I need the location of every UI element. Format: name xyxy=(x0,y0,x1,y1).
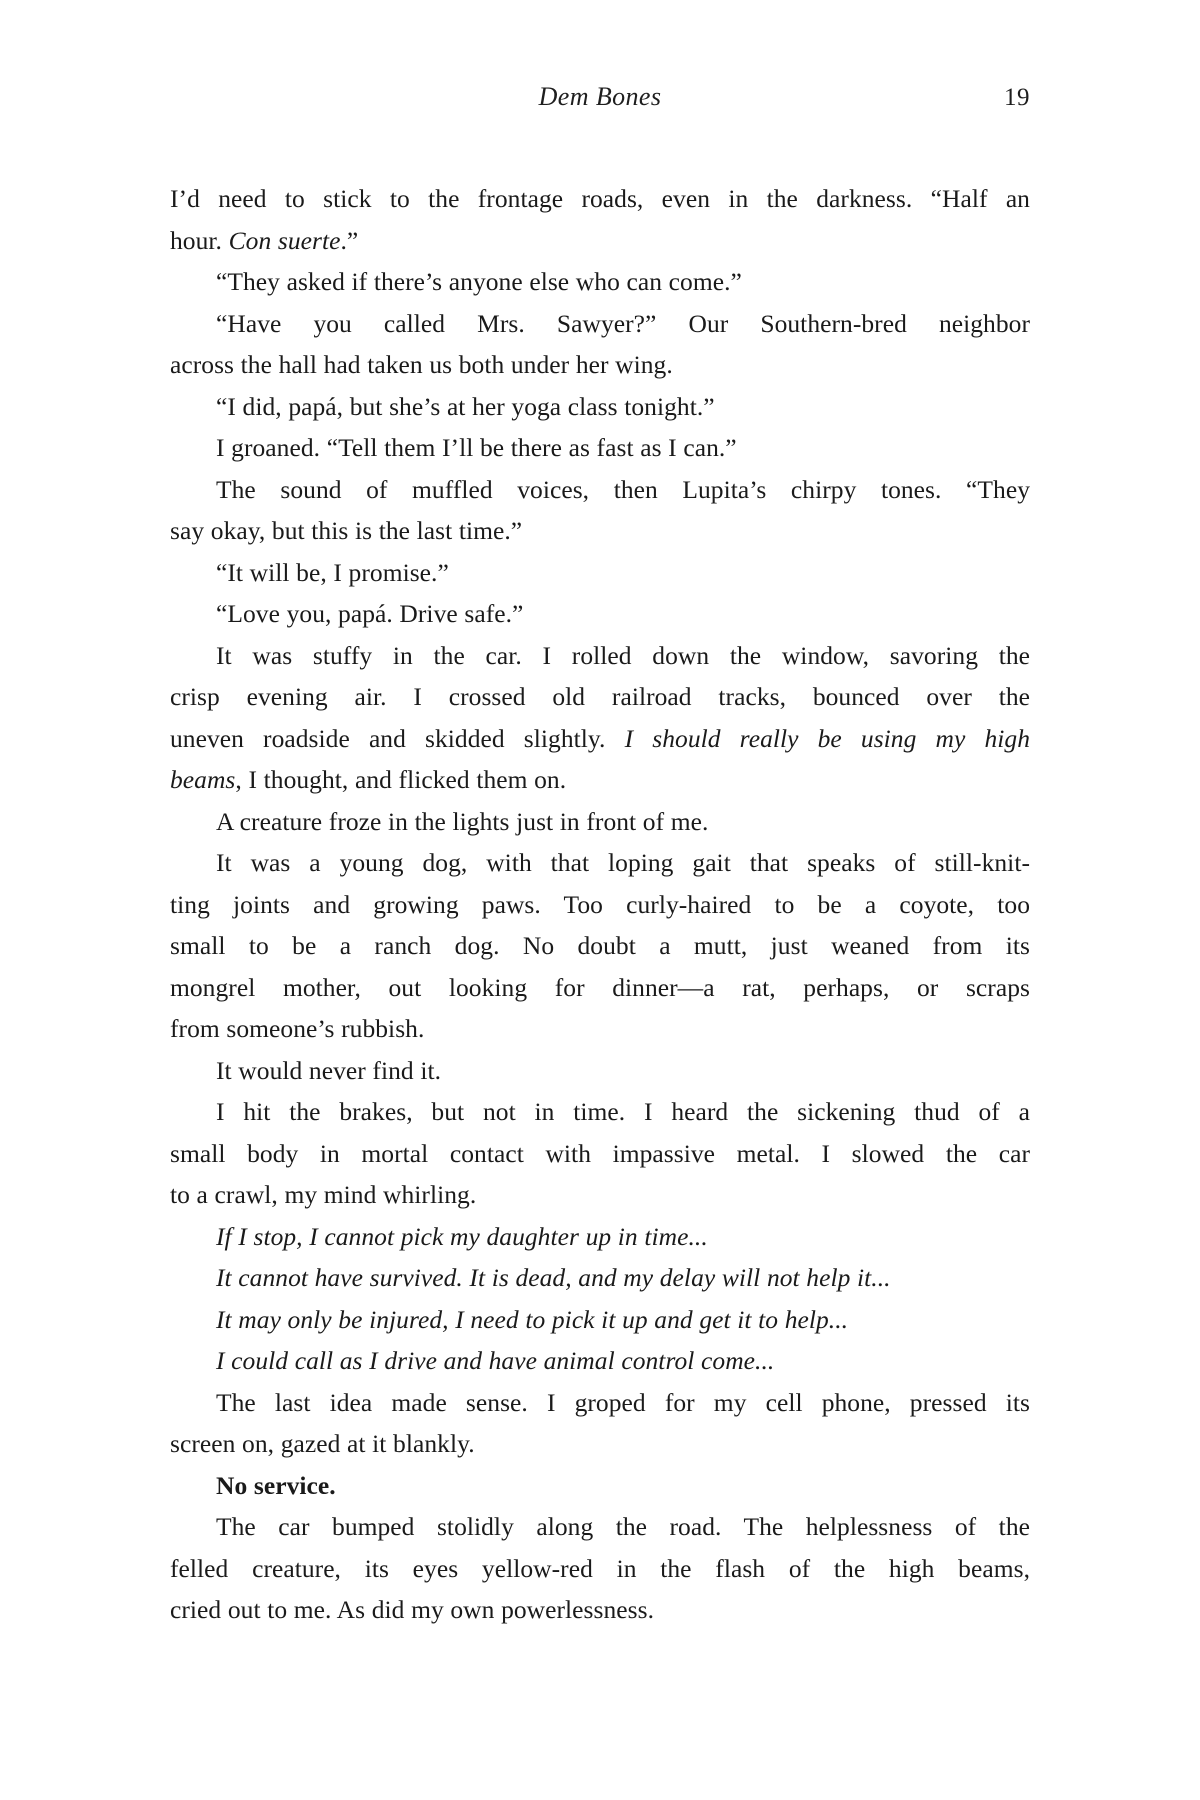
paragraph-10: A creature froze in the lights just in front of me. xyxy=(216,806,709,836)
line: crisp evening air. I crossed old railroad tracks, bounced over the xyxy=(170,682,1030,711)
page-number: 19 xyxy=(1004,84,1030,111)
paragraph-8: “Love you, papá. Drive safe.” xyxy=(216,599,524,628)
line: say okay, but this is the last time.” xyxy=(170,516,523,545)
line: small body in mortal contact with impassive metal. I slowed the car xyxy=(170,1138,1030,1168)
paragraph-5: I groaned. “Tell them I’ll be there as fast as I can.” xyxy=(216,433,737,462)
thought-line-1: If I stop, I cannot pick my daughter up in time... xyxy=(216,1221,708,1251)
line: It was stuffy in the car. I rolled down the window, savoring the xyxy=(216,640,1030,670)
line-text: uneven roadside and skidded slightly. xyxy=(170,723,625,753)
line: The car bumped stolidly along the road. The helplessness of the xyxy=(216,1512,1030,1541)
line: It was a young dog, with that loping gait that speaks of still-knit- xyxy=(216,848,1030,877)
running-head xyxy=(170,82,1030,122)
line: I’d need to stick to the frontage roads, even in the darkness. “Half an xyxy=(170,184,1030,213)
line xyxy=(170,220,1030,262)
no-service-line: No service. xyxy=(216,1470,336,1500)
line-text-tail: .” xyxy=(340,225,359,255)
line xyxy=(170,718,1030,760)
thought-line-4: I could call as I drive and have animal control come... xyxy=(216,1346,775,1375)
line: mongrel mother, out looking for dinner—a rat, perhaps, or scraps xyxy=(170,972,1030,1002)
body-text-block xyxy=(170,178,1030,1631)
line: to a crawl, my mind whirling. xyxy=(170,1180,477,1209)
italic-phrase: beams xyxy=(170,765,236,794)
line: screen on, gazed at it blankly. xyxy=(170,1429,475,1458)
paragraph-13 xyxy=(170,1091,1030,1216)
paragraph-1 xyxy=(170,178,1030,261)
paragraph-4: “I did, papá, but she’s at her yoga class tonight.” xyxy=(216,391,715,421)
italic-phrase: I should really be using my high xyxy=(624,723,1030,753)
paragraph-7: “It will be, I promise.” xyxy=(216,557,449,587)
thought-line-2: It cannot have survived. It is dead, and my delay will not help it... xyxy=(216,1263,891,1292)
italic-phrase: Con suerte xyxy=(228,225,341,255)
running-head-title: Dem Bones xyxy=(538,82,662,111)
paragraph-16 xyxy=(170,1506,1030,1631)
line xyxy=(170,759,1030,801)
paragraph-6 xyxy=(170,469,1030,552)
paragraph-11 xyxy=(170,842,1030,1050)
line: felled creature, its eyes yellow-red in the flash of the high beams, xyxy=(170,1553,1030,1583)
line: ting joints and growing paws. Too curly-haired to be a coyote, too xyxy=(170,889,1030,919)
line-text: hour. xyxy=(170,225,229,255)
line: from someone’s rubbish. xyxy=(170,1014,425,1043)
paragraph-12: It would never find it. xyxy=(216,1055,442,1085)
paragraph-2: “They asked if there’s anyone else who can come.” xyxy=(216,267,742,296)
line: The sound of muffled voices, then Lupita’s chirpy tones. “They xyxy=(216,474,1030,504)
line: across the hall had taken us both under her wing. xyxy=(170,350,673,379)
paragraph-9 xyxy=(170,635,1030,801)
line: I hit the brakes, but not in time. I heard the sickening thud of a xyxy=(216,1097,1030,1126)
line: cried out to me. As did my own powerlessness. xyxy=(170,1595,655,1624)
thought-line-3: It may only be injured, I need to pick it up and get it to help... xyxy=(216,1304,849,1334)
line: small to be a ranch dog. No doubt a mutt, just weaned from its xyxy=(170,931,1030,960)
line-text: , I thought, and flicked them on. xyxy=(235,765,567,794)
line: The last idea made sense. I groped for my cell phone, pressed its xyxy=(216,1387,1030,1417)
line: “Have you called Mrs. Sawyer?” Our Southern-bred neighbor xyxy=(216,308,1030,338)
paragraph-14 xyxy=(170,1382,1030,1465)
paragraph-3 xyxy=(170,303,1030,386)
